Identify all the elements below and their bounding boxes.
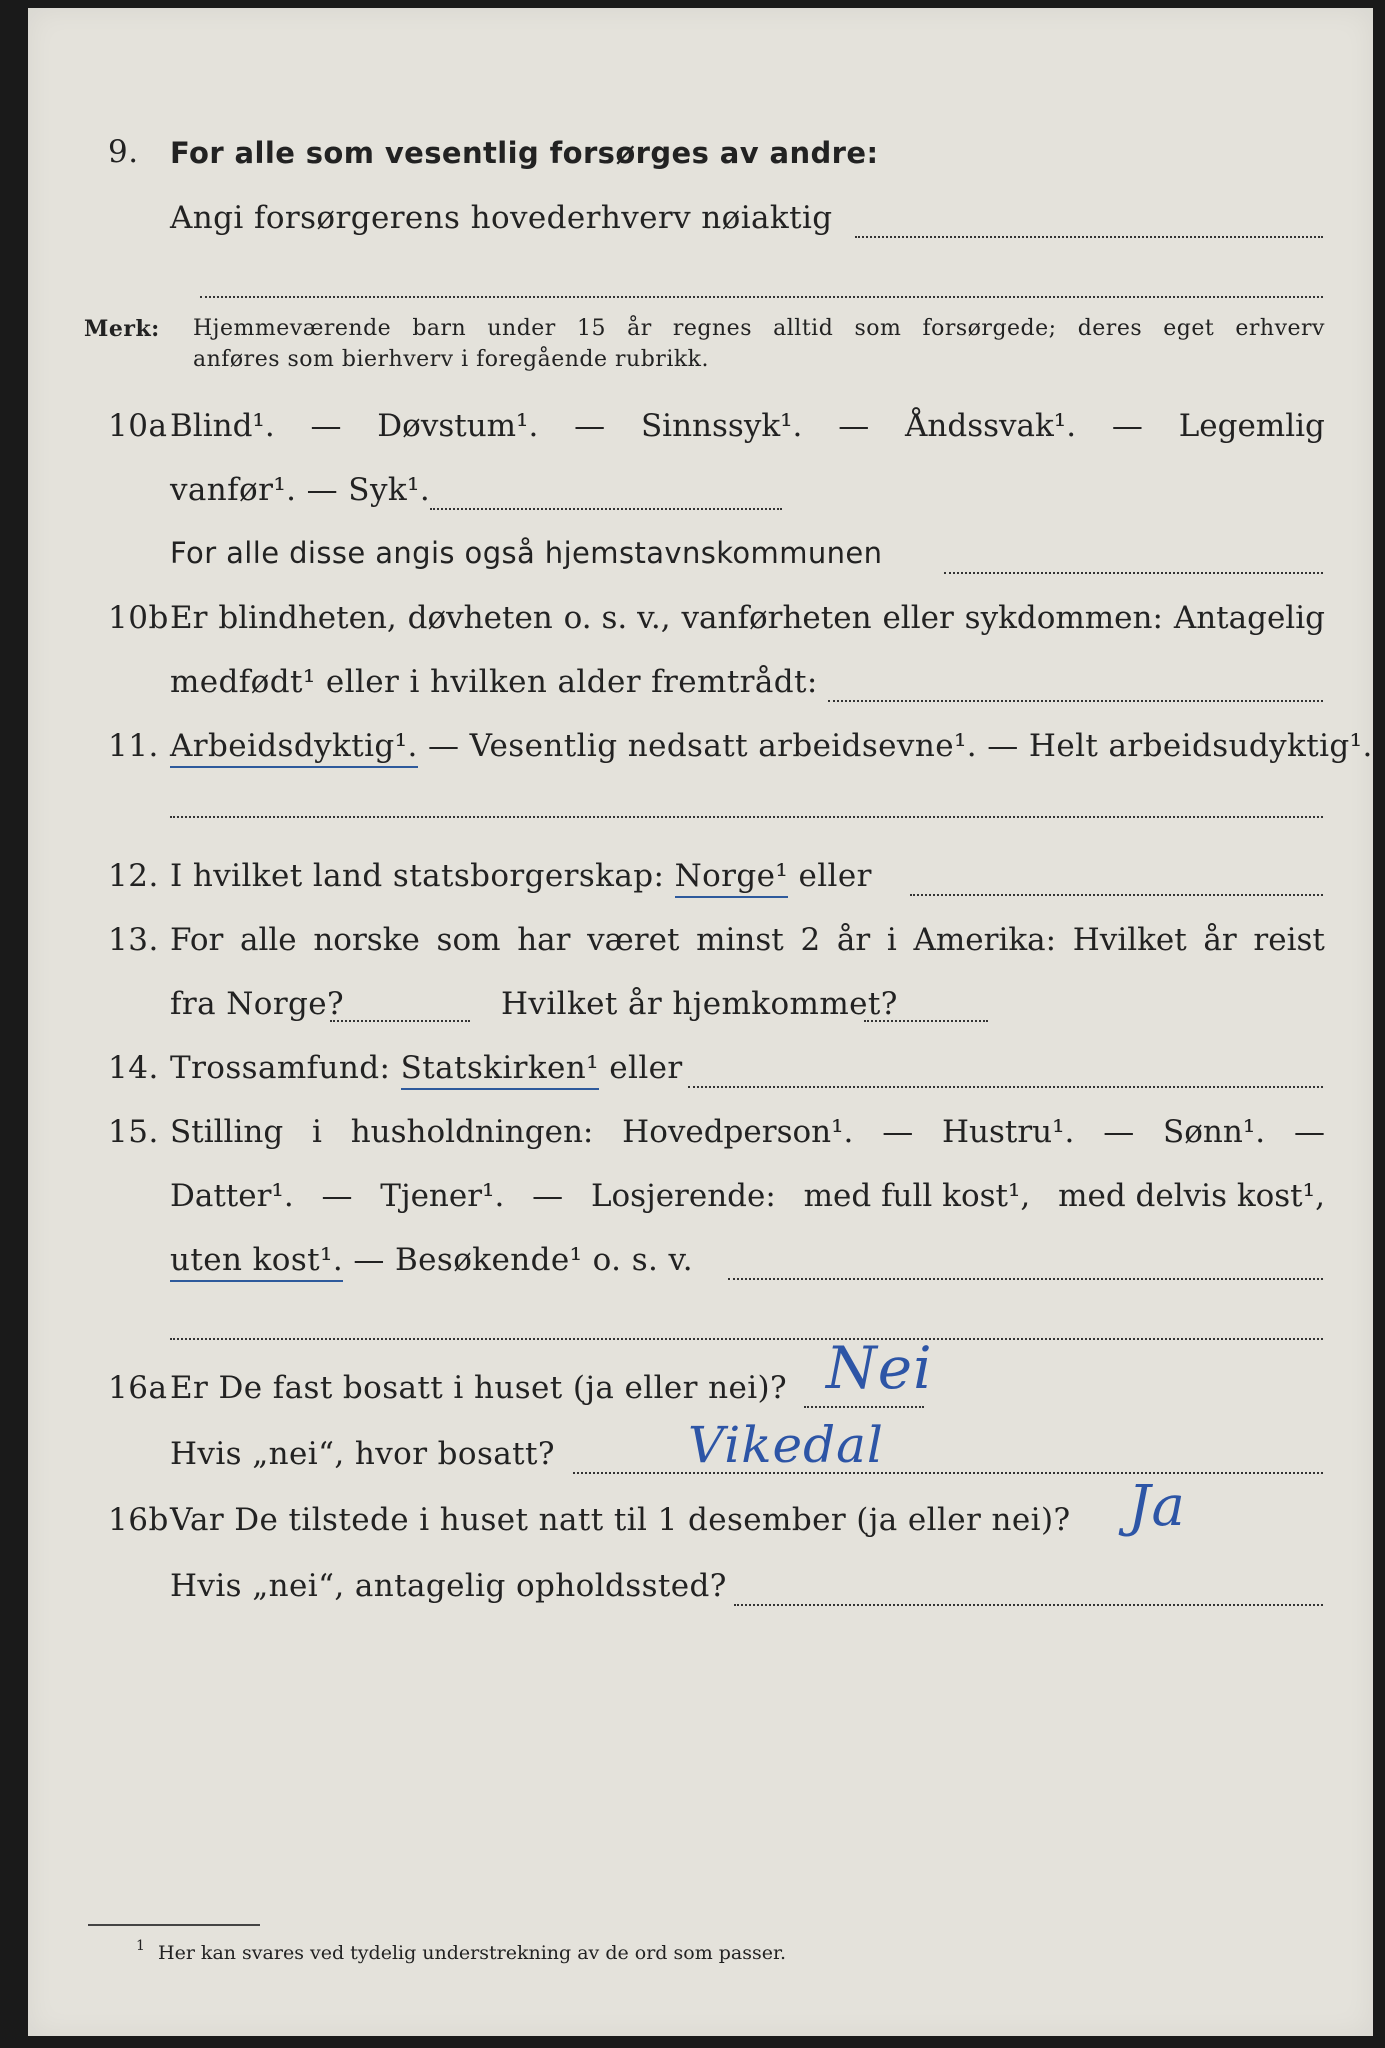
question-number: 10a xyxy=(108,408,168,444)
note-line-2: anføres som bierhverv i foregående rubrikk. xyxy=(193,347,710,372)
word: eget xyxy=(1163,316,1215,341)
answer-line[interactable] xyxy=(430,508,782,510)
handwritten-answer[interactable]: Ja xyxy=(1128,1474,1186,1539)
word: erhverv xyxy=(1235,316,1325,341)
question-text: fra Norge? xyxy=(170,986,345,1022)
word: år xyxy=(1203,922,1237,958)
answer-line[interactable] xyxy=(734,1604,1323,1606)
question-number: 9. xyxy=(108,134,139,170)
note-merk xyxy=(28,316,1373,372)
word: — xyxy=(1293,1114,1325,1150)
word: Døvstum¹. xyxy=(377,408,539,444)
word: Åndssvak¹. xyxy=(905,408,1077,444)
question-text xyxy=(170,1242,693,1278)
answer-line[interactable] xyxy=(910,894,1323,896)
question-text: For alle disse angis også hjemstavnskommunen xyxy=(170,536,883,570)
question-number: 16a xyxy=(108,1370,168,1406)
word: Amerika: xyxy=(913,922,1057,958)
handwritten-answer[interactable]: Vikedal xyxy=(688,1416,884,1474)
question-text: Hvilket år hjemkommet? xyxy=(501,986,898,1022)
note-text xyxy=(193,316,1325,372)
word: reist xyxy=(1253,922,1325,958)
word: — xyxy=(1103,1114,1135,1150)
question-text xyxy=(170,1050,683,1086)
question-number: 12. xyxy=(108,858,159,894)
note-line-1 xyxy=(193,316,1325,341)
question-text: Hvis „nei“, antagelig opholdssted? xyxy=(170,1568,727,1604)
question-13 xyxy=(28,922,1373,972)
word: husholdningen: xyxy=(350,1114,594,1150)
word: Hustru¹. xyxy=(941,1114,1075,1150)
word: Sinnssyk¹. xyxy=(640,408,803,444)
footnote-mark: 1 xyxy=(136,1938,145,1954)
word: — xyxy=(838,408,870,444)
word: forsørgede; xyxy=(922,316,1057,341)
word: i xyxy=(311,1114,322,1150)
answer-line[interactable] xyxy=(855,236,1323,238)
note-label: Merk: xyxy=(84,316,160,342)
question-text-pre: Trossamfund: xyxy=(170,1050,401,1086)
question-16b-line2 xyxy=(28,1568,1373,1618)
answer-line[interactable] xyxy=(804,1406,924,1408)
underlined-option[interactable]: uten kost¹. xyxy=(170,1242,343,1282)
question-10a-line3 xyxy=(28,536,1373,586)
question-text-pre: I hvilket land statsborgerskap: xyxy=(170,858,675,894)
word: Sønn¹. xyxy=(1163,1114,1266,1150)
question-11 xyxy=(28,728,1373,778)
word: deres xyxy=(1077,316,1143,341)
question-10a-line2 xyxy=(28,472,1373,522)
word: med full kost¹, xyxy=(803,1178,1031,1214)
word: Stilling xyxy=(170,1114,284,1150)
word: alltid xyxy=(773,316,834,341)
question-text: Hvis „nei“, hvor bosatt? xyxy=(170,1436,555,1472)
question-number: 14. xyxy=(108,1050,159,1086)
word: har xyxy=(517,922,571,958)
word: Hovedperson¹. xyxy=(622,1114,854,1150)
word: — xyxy=(1111,408,1143,444)
question-number: 15. xyxy=(108,1114,159,1150)
answer-line[interactable] xyxy=(864,1020,988,1022)
question-13-line2 xyxy=(28,986,1373,1036)
question-text xyxy=(170,600,1325,636)
question-9 xyxy=(28,134,1373,184)
answer-line[interactable] xyxy=(688,1086,1323,1088)
footnote-text: Her kan svares ved tydelig understrekning av de ord som passer. xyxy=(158,1942,787,1964)
word: norske xyxy=(313,922,420,958)
word: o. s. v., xyxy=(563,600,671,636)
word: Tjener¹. xyxy=(380,1178,505,1214)
question-15-line3 xyxy=(28,1242,1373,1292)
answer-line[interactable] xyxy=(944,572,1323,574)
word: Er xyxy=(170,600,208,636)
word: For xyxy=(170,922,224,958)
question-text: vanfør¹. — Syk¹. xyxy=(170,472,431,508)
word: minst xyxy=(696,922,784,958)
answer-line[interactable] xyxy=(573,1472,1323,1474)
word: døvheten xyxy=(407,600,553,636)
word: — xyxy=(321,1178,353,1214)
word: Antagelig xyxy=(1173,600,1325,636)
question-text-post: eller xyxy=(788,858,872,894)
underlined-option[interactable]: Arbeidsdyktig¹. xyxy=(170,728,418,768)
word: alle xyxy=(239,922,297,958)
word: været xyxy=(587,922,680,958)
answer-line[interactable] xyxy=(330,1020,470,1022)
word: blindheten, xyxy=(218,600,397,636)
word: sykdommen: xyxy=(964,600,1163,636)
question-text xyxy=(170,1178,1325,1214)
handwritten-answer[interactable]: Nei xyxy=(826,1334,933,1402)
question-number: 13. xyxy=(108,922,159,958)
question-text xyxy=(170,1114,1325,1150)
word: vanførheten xyxy=(681,600,872,636)
question-15-line2 xyxy=(28,1178,1373,1228)
word: — xyxy=(882,1114,914,1150)
answer-line[interactable] xyxy=(170,816,1323,818)
word: som xyxy=(854,316,902,341)
question-14 xyxy=(28,1050,1373,1100)
word: Hjemmeværende xyxy=(193,316,392,341)
question-text: Angi forsørgerens hovederhverv nøiaktig xyxy=(170,200,833,236)
question-text: Er De fast bosatt i huset (ja eller nei)? xyxy=(170,1370,788,1406)
question-text-rest: — Vesentlig nedsatt arbeidsevne¹. — Helt arbeidsudyktig¹. xyxy=(417,728,1373,764)
word: 2 xyxy=(800,922,821,958)
word: barn xyxy=(412,316,467,341)
word: Datter¹. xyxy=(170,1178,294,1214)
word: regnes xyxy=(672,316,752,341)
word: i xyxy=(886,922,897,958)
word: Losjerende: xyxy=(590,1178,776,1214)
question-text xyxy=(170,922,1325,958)
question-text xyxy=(170,858,872,894)
question-text xyxy=(170,728,1373,764)
answer-line[interactable] xyxy=(200,296,1323,298)
word: eller xyxy=(882,600,954,636)
question-number: 16b xyxy=(108,1502,169,1538)
question-text: medfødt¹ eller i hvilken alder fremtrådt: xyxy=(170,664,818,700)
question-10b xyxy=(28,600,1373,650)
word: — xyxy=(532,1178,564,1214)
word: som xyxy=(436,922,501,958)
word: — xyxy=(310,408,342,444)
word: under xyxy=(487,316,556,341)
word: Legemlig xyxy=(1178,408,1325,444)
footnote-rule xyxy=(88,1924,260,1926)
question-15 xyxy=(28,1114,1373,1164)
answer-line[interactable] xyxy=(170,1338,1323,1340)
question-16a xyxy=(28,1370,1373,1420)
underlined-option[interactable]: Statskirken¹ xyxy=(401,1050,599,1090)
word: 15 xyxy=(576,316,606,341)
question-number: 11. xyxy=(108,728,159,764)
word: Hvilket xyxy=(1072,922,1187,958)
question-text: Var De tilstede i huset natt til 1 desember (ja eller nei)? xyxy=(170,1502,1071,1538)
answer-line[interactable] xyxy=(828,700,1323,702)
question-text-rest: — Besøkende¹ o. s. v. xyxy=(343,1242,693,1278)
census-form-page xyxy=(28,8,1373,2036)
question-12 xyxy=(28,858,1373,908)
question-text xyxy=(170,408,1325,444)
question-10b-line2 xyxy=(28,664,1373,714)
word: år xyxy=(627,316,652,341)
question-10a xyxy=(28,408,1373,458)
word: med delvis kost¹, xyxy=(1058,1178,1325,1214)
question-number: 10b xyxy=(108,600,169,636)
word: Blind¹. xyxy=(170,408,275,444)
question-text: For alle som vesentlig forsørges av andre: xyxy=(170,136,879,170)
word: — xyxy=(574,408,606,444)
answer-line[interactable] xyxy=(728,1278,1323,1280)
word: år xyxy=(836,922,871,958)
question-text-post: eller xyxy=(599,1050,683,1086)
question-9-line2 xyxy=(28,200,1373,250)
underlined-option[interactable]: Norge¹ xyxy=(675,858,789,898)
